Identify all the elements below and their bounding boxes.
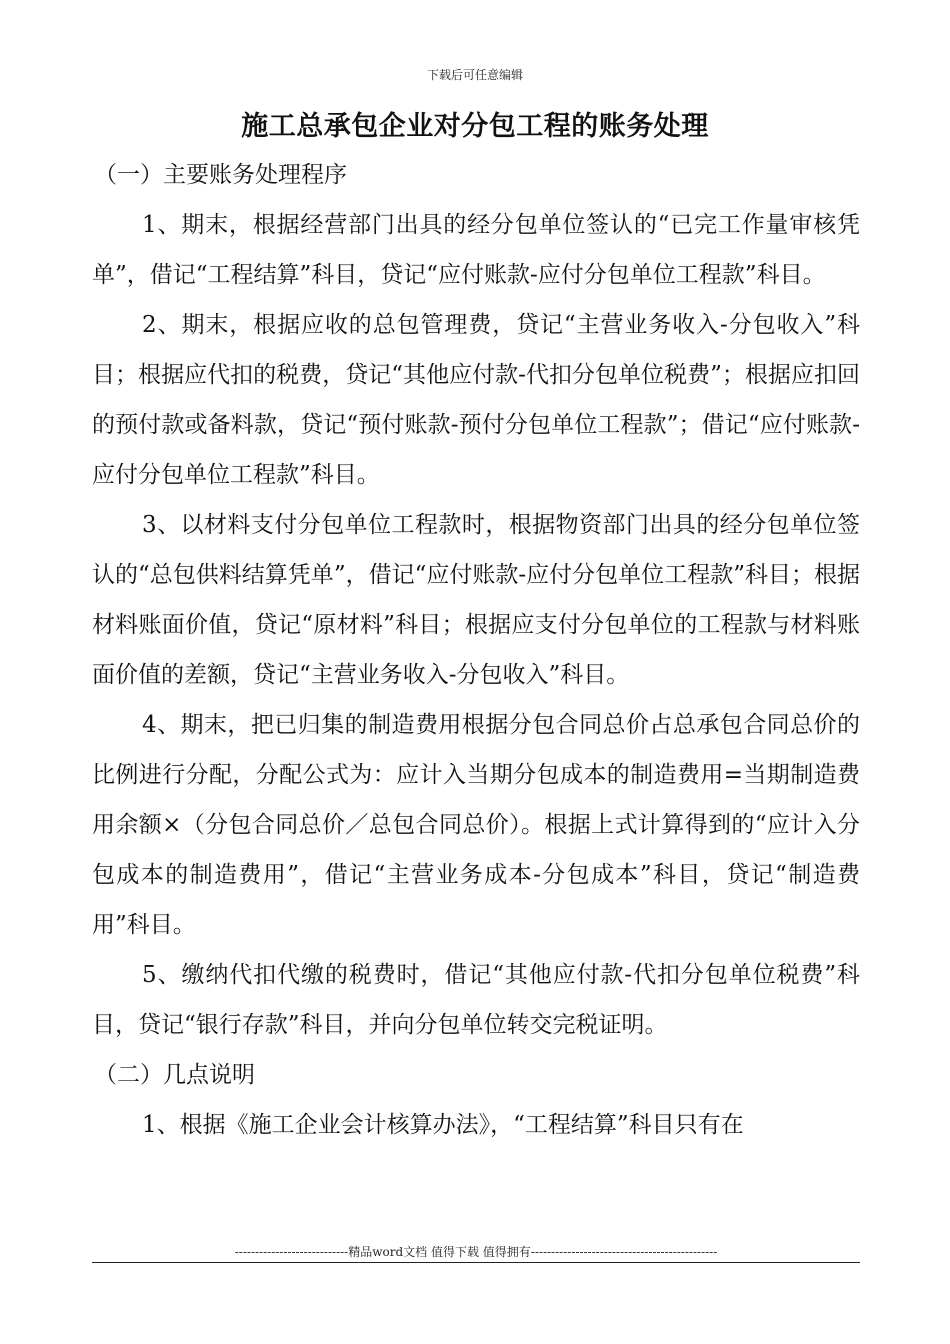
footer-divider [92, 1262, 860, 1263]
paragraph-4: 4、期末，把已归集的制造费用根据分包合同总价占总承包合同总价的比例进行分配，分配公式为：应计入当期分包成本的制造费用=当期制造费用余额×（分包合同总价／总包合同总价）。根据上式计算得到的“应计入分包成本的制造费用”，借记“主营业务成本-分包成本”科目，贷记“制造费用”科目。 [92, 712, 860, 938]
paragraph-5: 5、缴纳代扣代缴的税费时，借记“其他应付款-代扣分包单位税费”科目，贷记“银行存款”科目，并向分包单位转交完税证明。 [92, 962, 860, 1038]
paragraph-1: 1、期末，根据经营部门出具的经分包单位签认的“已完工作量审核凭单”，借记“工程结算”科目，贷记“应付账款-应付分包单位工程款”科目。 [92, 212, 860, 288]
paragraph-6: 1、根据《施工企业会计核算办法》，“工程结算”科目只有在 [142, 1112, 744, 1138]
paragraph-2: 2、期末，根据应收的总包管理费，贷记“主营业务收入-分包收入”科目；根据应代扣的税费，贷记“其他应付款-代扣分包单位税费”；根据应扣回的预付款或备料款，贷记“预付账款-预付分包单位工程款”；借记“应付账款-应付分包单位工程款”科目。 [92, 312, 860, 488]
paragraph-3: 3、以材料支付分包单位工程款时，根据物资部门出具的经分包单位签认的“总包供料结算凭单”，借记“应付账款-应付分包单位工程款”科目；根据材料账面价值，贷记“原材料”科目；根据应支付分包单位的工程款与材料账面价值的差额，贷记“主营业务收入-分包收入”科目。 [92, 512, 860, 688]
section-heading-2: （二）几点说明 [94, 1062, 255, 1088]
header-note: 下载后可任意编辑 [426, 68, 523, 82]
section-heading-1: （一）主要账务处理程序 [94, 162, 347, 188]
footer-note: ----------------------------精品word文档 值得下载 值得拥有---------------------------------------------- [234, 1245, 718, 1259]
document-body [92, 150, 860, 1150]
document-title: 施工总承包企业对分包工程的账务处理 [241, 111, 709, 142]
